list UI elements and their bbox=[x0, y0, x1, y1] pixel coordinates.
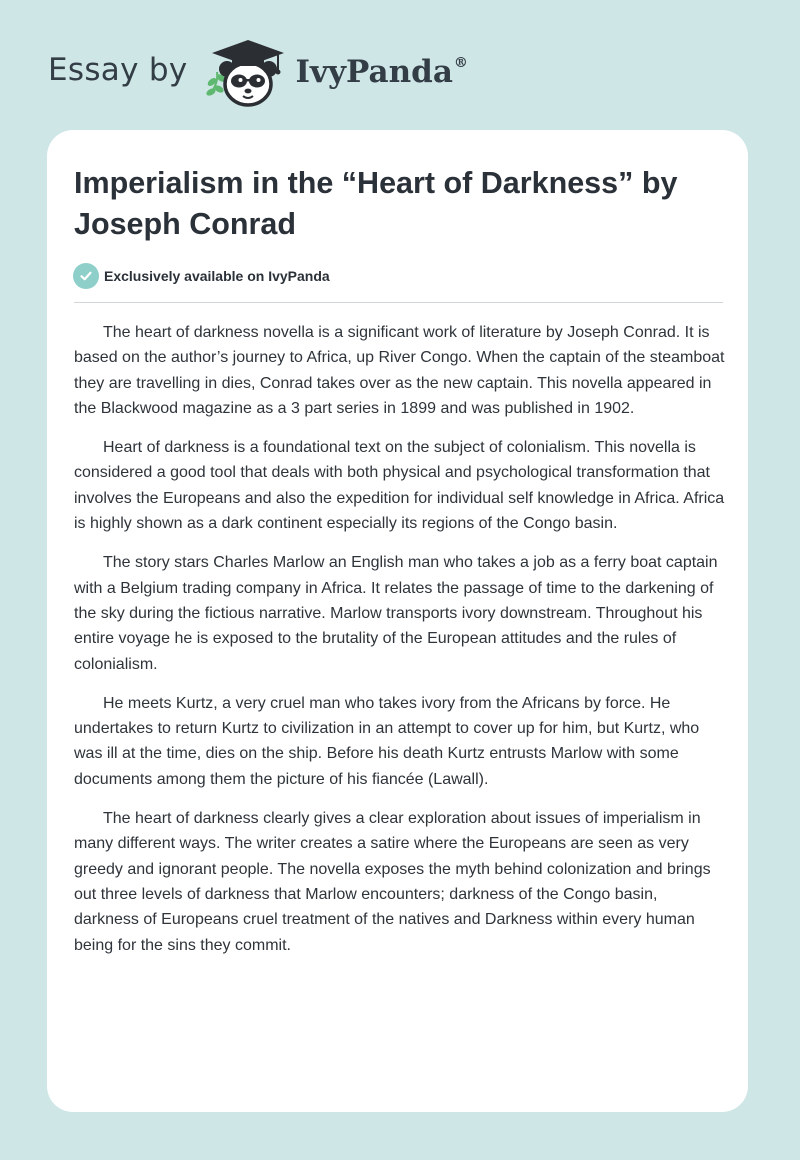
essay-body bbox=[74, 320, 726, 972]
paragraph: He meets Kurtz, a very cruel man who takes ivory from the Africans by force. He undertakes to return Kurtz to civilization in an attempt to cover up for him, but Kurtz, who was ill at the time, dies on the ship. Before his death Kurtz entrusts Marlow with some documents among them the picture of his fiancée (Lawall). bbox=[74, 694, 700, 788]
exclusive-label: Exclusively available on IvyPanda bbox=[104, 268, 330, 284]
site-header bbox=[48, 36, 468, 110]
essay-title: Imperialism in the “Heart of Darkness” by Joseph Conrad bbox=[74, 166, 678, 241]
essay-by-label: Essay by bbox=[48, 52, 188, 88]
essay-card bbox=[47, 130, 748, 1112]
panda-graduate-icon bbox=[202, 36, 292, 110]
divider bbox=[74, 302, 723, 303]
exclusive-badge bbox=[73, 263, 330, 289]
registered-mark: ® bbox=[453, 54, 468, 71]
paragraph: Heart of darkness is a foundational text on the subject of colonialism. This novella is considered a good tool that deals with both physical and psychological transformation that involves the Europeans and also the expedition for individual self knowledge in Africa. Africa is highly shown as a dark continent especially its regions of the Congo basin. bbox=[74, 439, 725, 533]
brand-name[interactable] bbox=[296, 54, 468, 90]
brand-name-text: IvyPanda bbox=[295, 54, 453, 90]
paragraph: The heart of darkness novella is a significant work of literature by Joseph Conrad. It is based on the author’s journey to Africa, up River Congo. When the captain of the steamboat they are travelling in dies, Conrad takes over as the new captain. This novella appeared in the Blackwood magazine as a 3 part series in 1899 and was published in 1902. bbox=[74, 324, 725, 417]
paragraph: The heart of darkness clearly gives a clear exploration about issues of imperialism in many different ways. The writer creates a satire where the Europeans are seen as very greedy and ignorant people. The novella exposes the myth behind colonization and brings out three levels of darkness that Marlow encounters; darkness of the Congo basin, darkness of Europeans cruel treatment of the natives and Darkness within every human being for the sins they commit. bbox=[74, 810, 711, 954]
paragraph: The story stars Charles Marlow an English man who takes a job as a ferry boat captain with a Belgium trading company in Africa. It relates the passage of time to the darkening of the sky during the fictious narrative. Marlow transports ivory downstream. Throughout his entire voyage he is exposed to the brutality of the European attitudes and the rules of colonialism. bbox=[74, 554, 718, 673]
check-circle-icon bbox=[73, 263, 99, 289]
